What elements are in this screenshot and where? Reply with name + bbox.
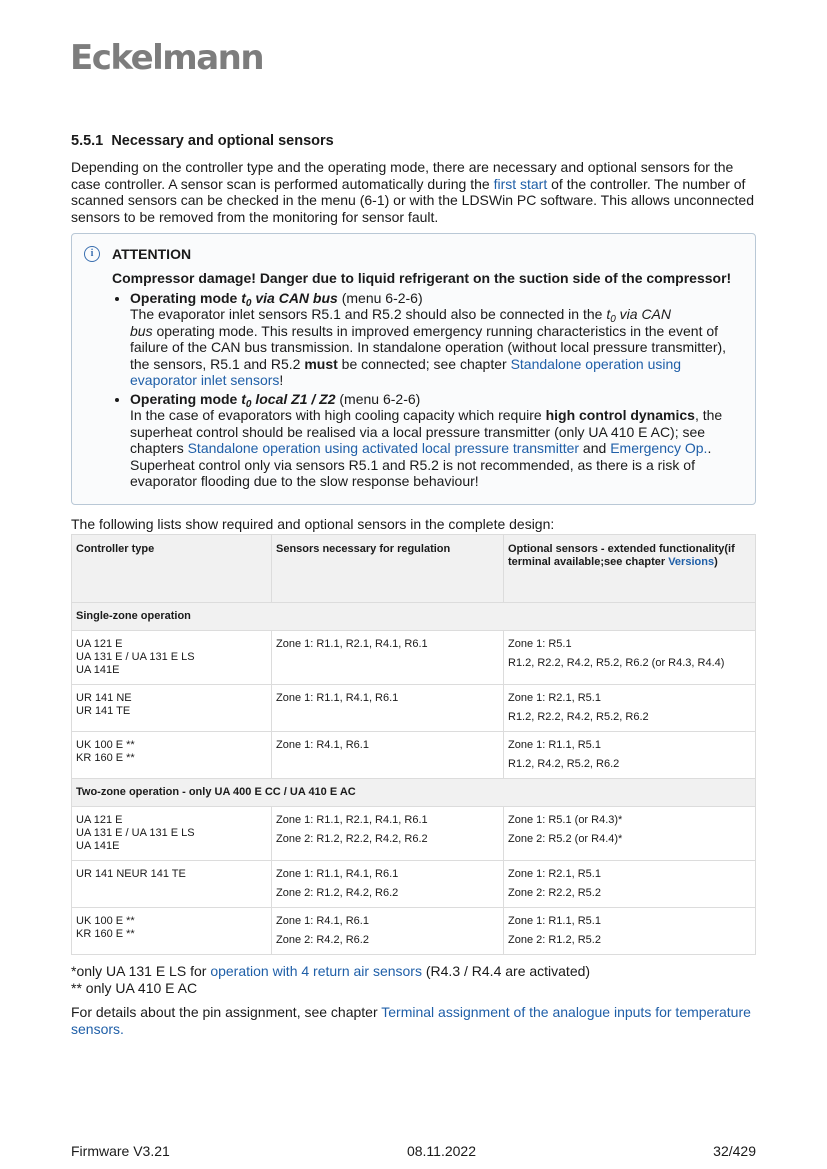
cell-necessary-sensors: Zone 1: R1.1, R4.1, R6.1 Zone 2: R1.2, R4.2, R6.2 [272,861,504,908]
footnotes [71,963,756,1037]
list-item-can-bus: • Operating mode $t_0$ via CAN bus (menu 6-2-6) The evaporator inlet sensors R5.1 and R5.2 should also be connected in the $t_0$ via CAN bus operating mode. This results in improved emergency running characteristics in the event of failure of the CAN bus transmission. In standalone operation (without local pressure transmitter), the sensors, R5.1 and R5.2 must be connected; see chapter Standalone operation using evaporator inlet sensors! [130,290,741,389]
section-heading: 5.5.1 Necessary and optional sensors [71,133,334,149]
cell-necessary-sensors: Zone 1: R1.1, R2.1, R4.1, R6.1 Zone 2: R1.2, R2.2, R4.2, R6.2 [272,807,504,861]
cell-optional-sensors: Zone 1: R2.1, R5.1 R1.2, R2.2, R4.2, R5.2, R6.2 [504,685,756,732]
cell-controller-type: UA 121 E UA 131 E / UA 131 E LS UA 141E [72,807,272,861]
table-section-label: Single-zone operation [72,603,756,631]
table-row [72,861,756,908]
lists-intro: The following lists show required and optional sensors in the complete design: [71,515,555,532]
cell-controller-type: UR 141 NE UR 141 TE [72,685,272,732]
footer-page-number: 32/429 [713,1143,756,1159]
table-section-row [72,603,756,631]
cell-controller-type: UK 100 E ** KR 160 E ** [72,732,272,779]
attention-warning: Compressor damage! Danger due to liquid refrigerant on the suction side of the compressor! [112,270,732,286]
table-row [72,631,756,685]
emergency-op-link[interactable]: Emergency Op. [610,440,708,456]
cell-necessary-sensors: Zone 1: R1.1, R2.1, R4.1, R6.1 [272,631,504,685]
list-item-local-z1-z2: • Operating mode $t_0$ local Z1 / Z2 (menu 6-2-6) In the case of evaporators with high cooling capacity which require high control dynamics, the superheat control should be realised via a local pressure transmitter (only UA 410 E AC); see chapters Standalone operation using activated local pressure transmitter and Emergency Op.. Superheat control only via sensors R5.1 and R5.2 is not recommended, as there is a risk of evaporator flooding due to the slow response behaviour! [130,391,741,490]
first-start-link[interactable]: first start [493,175,548,192]
table-section-row [72,779,756,807]
table-row [72,732,756,779]
header-controller-type: Controller type [72,535,272,603]
cell-optional-sensors: Zone 1: R2.1, R5.1 Zone 2: R2.2, R5.2 [504,861,756,908]
page-content [71,133,756,1037]
cell-controller-type: UK 100 E ** KR 160 E ** [72,908,272,955]
header-necessary: Sensors necessary for regulation [272,535,504,603]
footnote-1: *only UA 131 E LS for operation with 4 return air sensors (R4.3 / R4.4 are activated) [71,963,591,979]
footnote-2: ** only UA 410 E AC [71,979,198,996]
table-row [72,908,756,955]
table-section-label: Two-zone operation - only UA 400 E CC / UA 410 E AC [72,779,756,807]
standalone-pressure-link[interactable]: Standalone operation using activated local pressure transmitter [187,440,580,456]
cell-optional-sensors: Zone 1: R1.1, R5.1 Zone 2: R1.2, R5.2 [504,908,756,955]
details-paragraph: For details about the pin assignment, see chapter Terminal assignment of the analogue inputs for temperature sensors. [71,1004,751,1037]
intro-paragraph: Depending on the controller type and the operating mode, there are necessary and optional sensors for the case controller. A sensor scan is performed automatically during the first start of the controller. The number of scanned sensors can be checked in the menu (6-1) or with the LDSWin PC software. This allows unconnected sensors to be removed from the monitoring for sensor fault. [71,159,754,225]
table-row [72,807,756,861]
cell-optional-sensors: Zone 1: R5.1 R1.2, R2.2, R4.2, R5.2, R6.2 (or R4.3, R4.4) [504,631,756,685]
return-air-sensors-link[interactable]: operation with 4 return air sensors [210,963,422,979]
info-icon: i [84,246,100,262]
attention-box [71,233,756,505]
footer-date: 08.11.2022 [406,1143,476,1159]
cell-controller-type: UR 141 NEUR 141 TE [72,861,272,908]
header-optional: Optional sensors - extended functionality(if terminal available;see chapter Versions) [504,535,756,603]
cell-necessary-sensors: Zone 1: R1.1, R4.1, R6.1 [272,685,504,732]
cell-necessary-sensors: Zone 1: R4.1, R6.1 Zone 2: R4.2, R6.2 [272,908,504,955]
cell-optional-sensors: Zone 1: R1.1, R5.1 R1.2, R4.2, R5.2, R6.2 [504,732,756,779]
terminal-assignment-link[interactable]: Terminal assignment of the analogue inputs for temperature sensors. [71,1004,751,1037]
versions-link[interactable]: Versions [668,556,715,568]
attention-title: ATTENTION [112,246,192,262]
table-row [72,685,756,732]
sensor-table [71,534,756,955]
cell-optional-sensors: Zone 1: R5.1 (or R4.3)* Zone 2: R5.2 (or R4.4)* [504,807,756,861]
footer-firmware: Firmware V3.21 [71,1143,170,1159]
eckelmann-logo: Eckelmann [70,38,264,78]
standalone-evaporator-link[interactable]: Standalone operation using evaporator inlet sensors [130,355,682,388]
cell-necessary-sensors: Zone 1: R4.1, R6.1 [272,732,504,779]
cell-controller-type: UA 121 E UA 131 E / UA 131 E LS UA 141E [72,631,272,685]
page-footer [71,1143,756,1159]
